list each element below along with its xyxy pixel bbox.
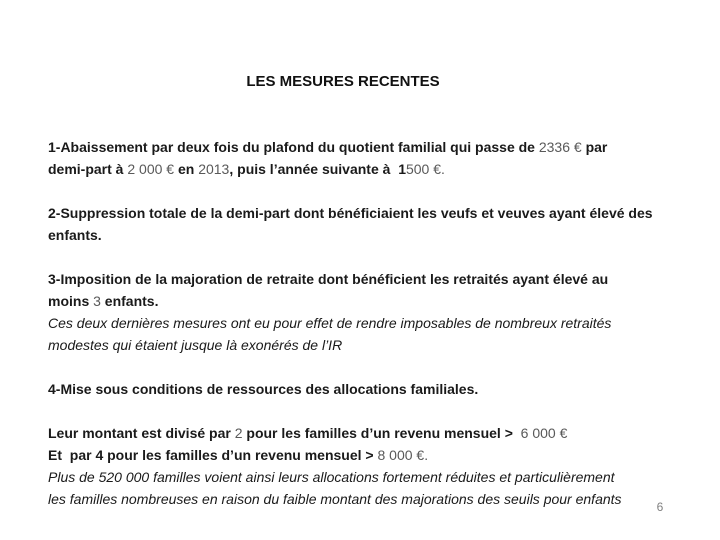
- slide-title: LES MESURES RECENTES: [246, 73, 440, 90]
- text-run: en: [177, 161, 199, 177]
- text-line: [48, 378, 716, 400]
- text-line: [48, 312, 716, 334]
- slide-body: [48, 136, 716, 510]
- text-run: 3: [93, 293, 101, 309]
- text-run: 8 000 €.: [377, 447, 429, 463]
- text-run: 2-Suppression totale de la demi-part dont bénéficiaient les veufs et veuves ayant élevé des: [48, 205, 653, 221]
- text-line: [48, 290, 716, 312]
- text-run: 500 €.: [405, 161, 445, 177]
- text-line: [48, 136, 716, 158]
- text-run: les familles nombreuses en raison du faible montant des majorations des seuils pour enfants: [48, 491, 622, 507]
- text-line: [48, 202, 716, 224]
- text-run: , puis l’année suivante à 1: [229, 161, 406, 177]
- text-run: 4-Mise sous conditions de ressources des allocations familiales.: [48, 381, 479, 397]
- paragraph: [48, 378, 716, 400]
- text-run: Et par 4 pour les familles d’un revenu mensuel >: [48, 447, 378, 463]
- text-line: [48, 466, 716, 488]
- paragraph: [48, 422, 716, 510]
- text-run: demi-part à: [48, 161, 128, 177]
- text-line: [48, 334, 716, 356]
- text-run: 1-Abaissement par deux fois du plafond du quotient familial qui passe de: [48, 139, 539, 155]
- text-run: Plus de 520 000 familles voient ainsi leurs allocations fortement réduites et particulièrement: [48, 469, 615, 485]
- paragraph: [48, 202, 716, 246]
- text-run: 2013: [198, 161, 230, 177]
- text-line: [48, 444, 716, 466]
- text-run: Ces deux dernières mesures ont eu pour effet de rendre imposables de nombreux retraités: [48, 315, 612, 331]
- text-run: 2 000 €: [127, 161, 178, 177]
- text-run: modestes qui étaient jusque là exonérés de l’IR: [48, 337, 343, 353]
- text-run: 2: [234, 425, 243, 441]
- text-run: enfants.: [48, 227, 102, 243]
- text-run: pour les familles d’un revenu mensuel >: [242, 425, 521, 441]
- text-run: enfants.: [100, 293, 159, 309]
- text-line: [48, 268, 716, 290]
- text-run: par: [585, 139, 608, 155]
- text-line: [48, 158, 716, 180]
- text-run: Leur montant est divisé par: [48, 425, 235, 441]
- text-run: moins: [48, 293, 94, 309]
- text-line: [48, 422, 716, 444]
- text-run: 6 000 €: [520, 425, 568, 441]
- text-run: 2336 €: [538, 139, 586, 155]
- page-number: 6: [656, 500, 664, 514]
- paragraph: [48, 136, 716, 180]
- text-run: 3-Imposition de la majoration de retraite dont bénéficient les retraités ayant élevé au: [48, 271, 609, 287]
- paragraph: [48, 268, 716, 356]
- text-line: [48, 224, 716, 246]
- text-line: [48, 488, 716, 510]
